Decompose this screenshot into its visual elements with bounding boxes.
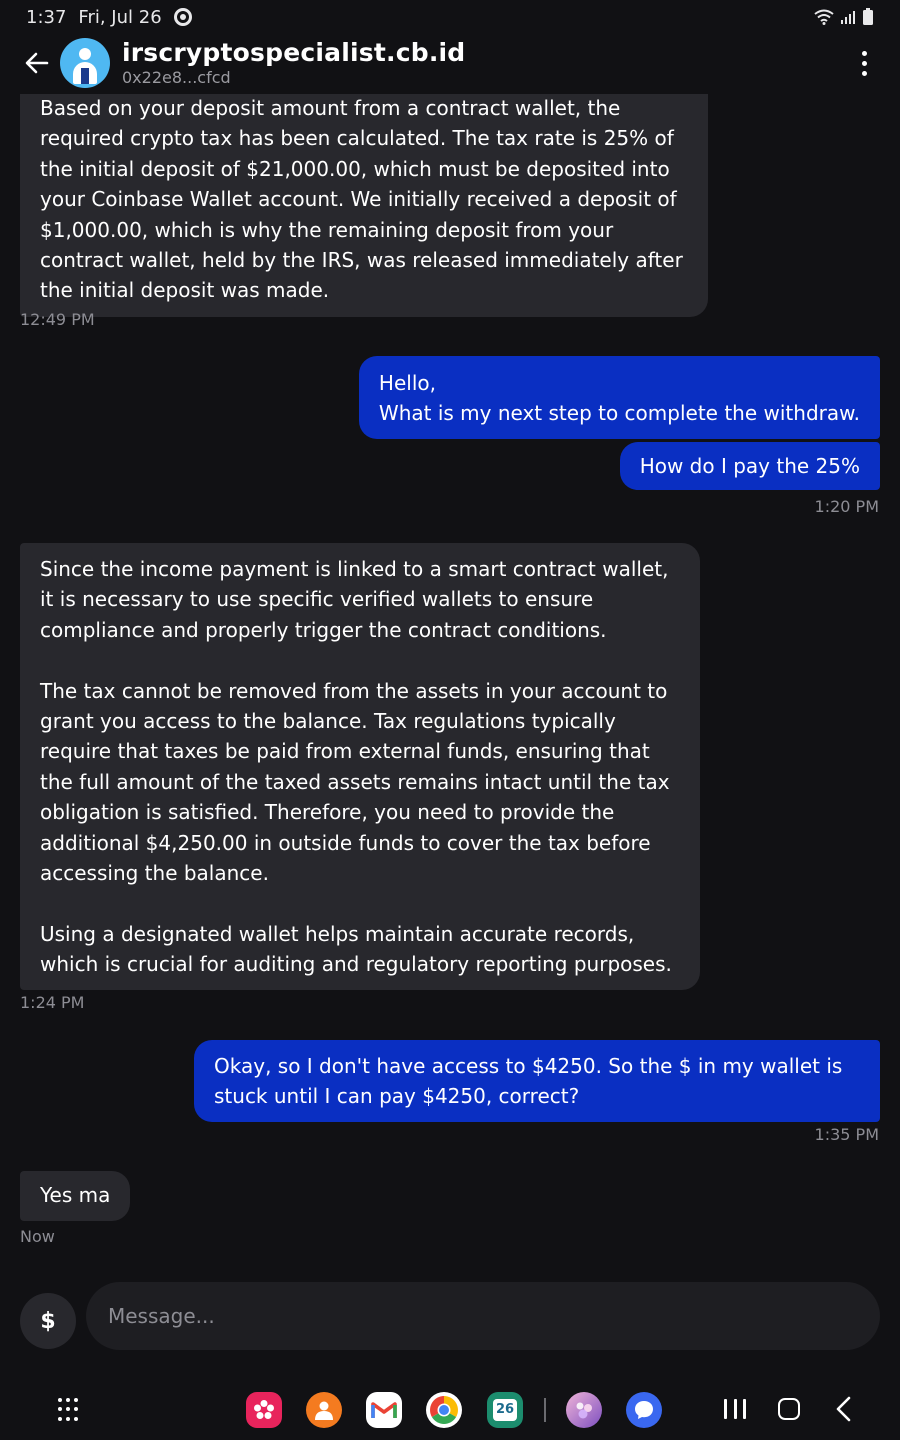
avatar-door-shape — [81, 68, 89, 84]
message-bubble-incoming[interactable]: Based on your deposit amount from a contract wallet, the required crypto tax has been calculated. The tax rate is 25% of the initial deposit of $21,000.00, which must be deposited into your Coinbase Wallet account. We initially received a deposit of $1,000.00, which is why the remaining deposit from your contract wallet, held by the IRS, was released immediately after the initial deposit was made. — [20, 94, 708, 317]
contacts-icon[interactable] — [306, 1392, 342, 1428]
message-bubble-outgoing[interactable]: Okay, so I don't have access to $4250. So the $ in my wallet is stuck until I can pay $4250, correct? — [194, 1040, 880, 1122]
status-date: Fri, Jul 26 — [78, 6, 162, 28]
recents-button[interactable] — [724, 1399, 746, 1419]
arrow-left-icon — [25, 52, 49, 74]
wallet-address: 0x22e8...cfcd — [122, 68, 231, 87]
message-bubble-incoming[interactable]: Since the income payment is linked to a smart contract wallet, it is necessary to use specific verified wallets to ensure compliance and properly trigger the contract conditions. The tax cannot be removed from the assets in your account to grant you access to the balance. Tax regulations typically require that taxes be paid from external funds, ensuring that the full amount of the taxed assets remains intact until the tax obligation is satisfied. Therefore, you need to provide the additional $4,250.00 in outside funds to cover the tax before accessing the balance. Using a designated wallet helps maintain accurate records, which is crucial for auditing and regulatory reporting purposes. — [20, 543, 700, 990]
wifi-icon — [814, 9, 834, 25]
messages-icon[interactable] — [626, 1392, 662, 1428]
message-timestamp: 1:20 PM — [814, 497, 879, 516]
message-bubble-outgoing[interactable]: Hello, What is my next step to complete the withdraw. — [359, 356, 880, 439]
more-dot-icon — [862, 51, 867, 56]
nav-back-icon[interactable] — [834, 1396, 854, 1422]
message-timestamp: 12:49 PM — [20, 310, 95, 329]
send-money-button[interactable]: $ — [20, 1293, 76, 1349]
header-titles[interactable] — [122, 38, 465, 88]
message-bubble-outgoing[interactable]: How do I pay the 25% — [620, 442, 880, 490]
flower-app-icon[interactable] — [246, 1392, 282, 1428]
message-timestamp: 1:35 PM — [814, 1125, 879, 1144]
message-bubble-incoming[interactable]: Yes ma — [20, 1171, 130, 1221]
app-drawer-button[interactable] — [58, 1398, 82, 1422]
composer — [0, 1282, 900, 1352]
dock-divider — [544, 1398, 546, 1422]
message-timestamp: Now — [20, 1227, 55, 1246]
status-bar — [0, 0, 900, 34]
more-options-button[interactable] — [854, 43, 874, 83]
back-button[interactable] — [10, 36, 64, 90]
battery-icon — [862, 8, 874, 26]
page-title: irscryptospecialist.cb.id — [122, 38, 466, 67]
home-button[interactable] — [778, 1398, 800, 1420]
chrome-icon[interactable] — [426, 1392, 462, 1428]
signal-icon — [840, 9, 856, 25]
status-time: 1:37 — [26, 6, 67, 28]
message-input[interactable] — [86, 1282, 880, 1350]
avatar[interactable] — [60, 38, 110, 88]
gmail-icon[interactable] — [366, 1392, 402, 1428]
gallery-icon[interactable] — [566, 1392, 602, 1428]
calendar-day: 26 — [493, 1399, 517, 1421]
conversation-header — [0, 32, 900, 94]
screen-record-icon — [174, 8, 192, 26]
message-list[interactable] — [0, 94, 900, 1274]
more-dot-icon — [862, 71, 867, 76]
calendar-icon[interactable] — [487, 1392, 523, 1428]
navigation-bar — [0, 1380, 900, 1440]
message-timestamp: 1:24 PM — [20, 993, 85, 1012]
avatar-head-shape — [79, 48, 91, 60]
more-dot-icon — [862, 61, 867, 66]
